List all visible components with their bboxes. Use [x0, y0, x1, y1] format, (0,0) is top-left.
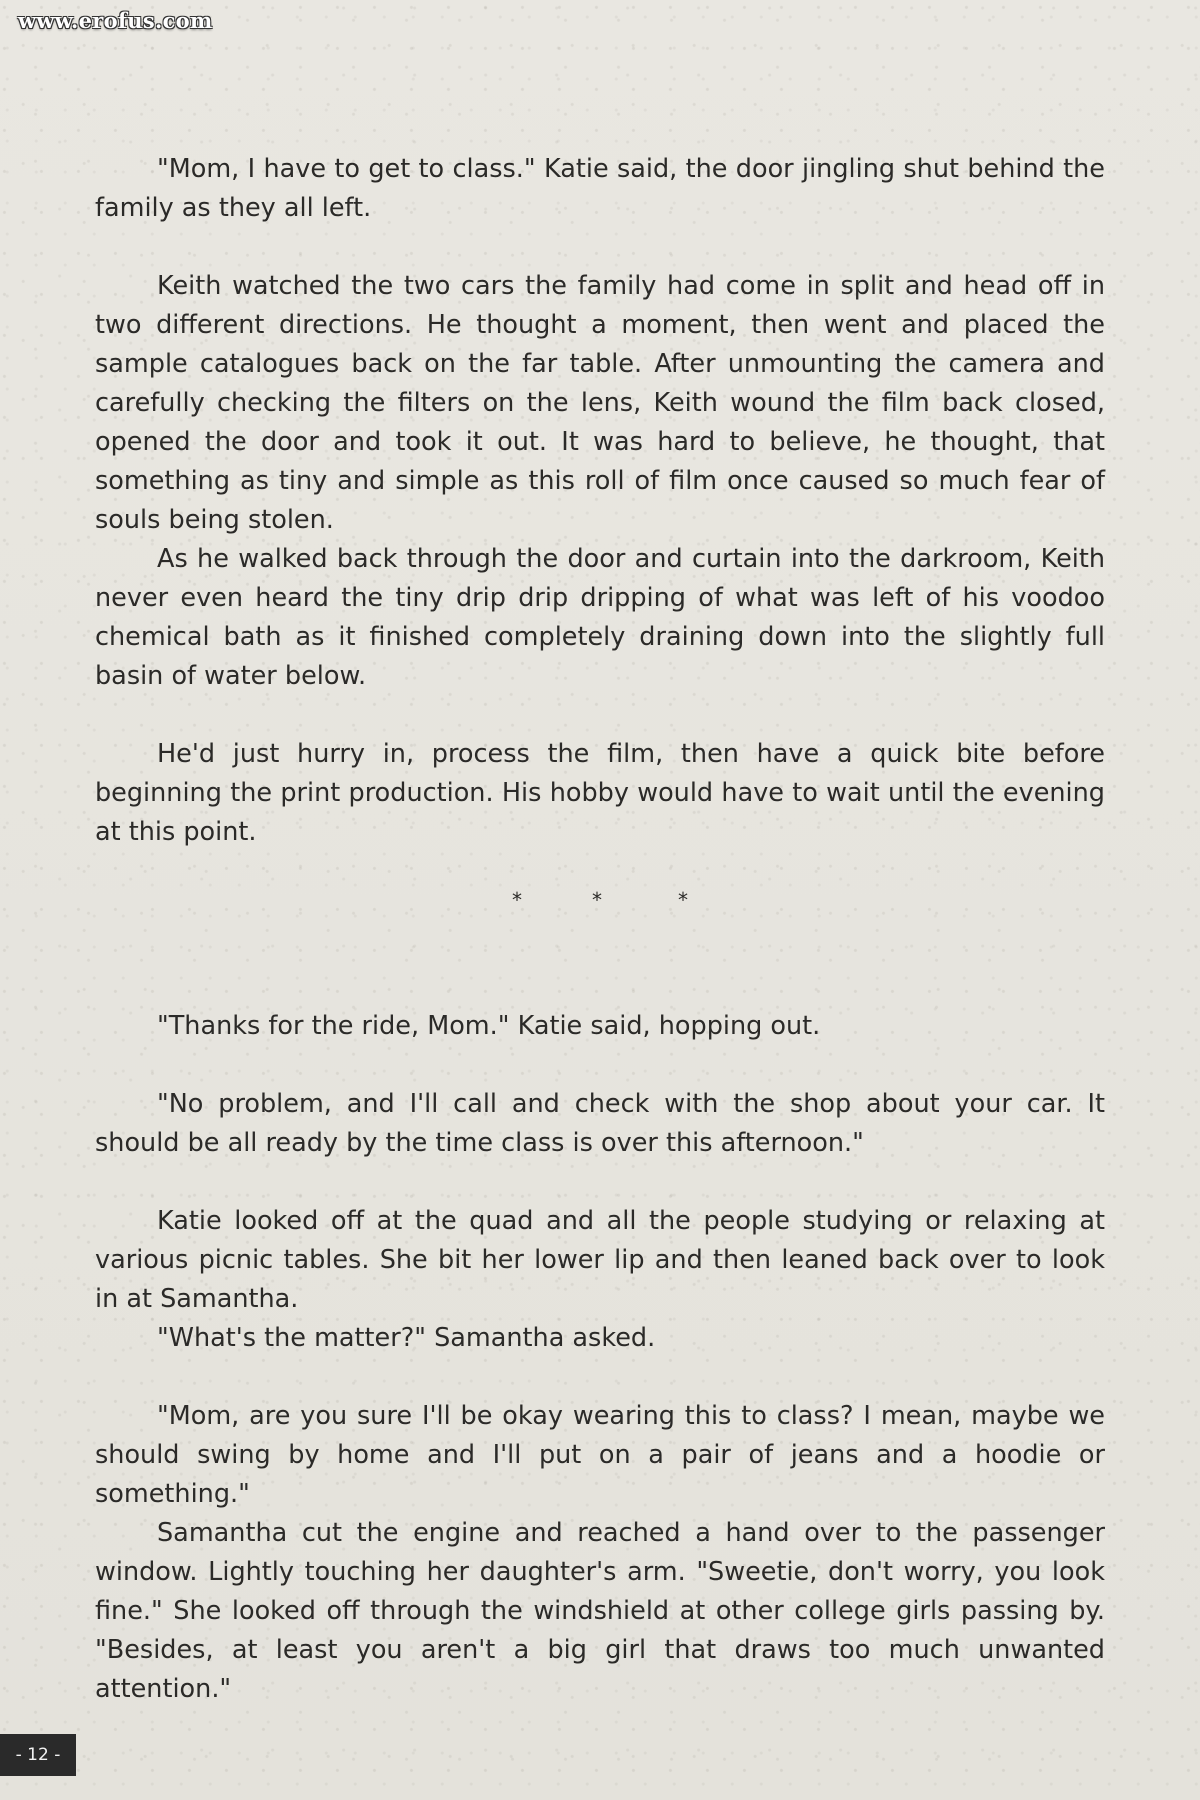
scene-break-star: * — [678, 888, 688, 912]
paragraph-10: Samantha cut the engine and reached a hand over to the passenger window. Lightly touching her daughter's arm. "Sweetie, don't worry, you look fine." She looked off through the windshield at other college girls passing by. "Besides, at least you aren't a big girl that draws too much unwanted attention." — [95, 1518, 1105, 1704]
paragraph-7: Katie looked off at the quad and all the people studying or relaxing at various picnic tables. She bit her lower lip and then leaned back over to look in at Samantha. — [95, 1206, 1105, 1314]
paragraph-3: As he walked back through the door and curtain into the darkroom, Keith never even heard the tiny drip drip dripping of what was left of his voodoo chemical bath as it finished completely draining down into the slightly full basin of water below. — [95, 544, 1105, 691]
paragraph-6: "No problem, and I'll call and check with the shop about your car. It should be all ready by the time class is over this afternoon." — [95, 1089, 1105, 1158]
watermark-logo: www.erofus.com — [18, 8, 213, 33]
page-number: - 12 - — [0, 1734, 76, 1776]
paragraph-5: "Thanks for the ride, Mom." Katie said, hopping out. — [157, 1011, 821, 1041]
scene-break-star: * — [592, 888, 602, 912]
paragraph-8: "What's the matter?" Samantha asked. — [157, 1323, 656, 1353]
paragraph-2: Keith watched the two cars the family had come in split and head off in two different directions. He thought a moment, then went and placed the sample catalogues back on the far table. After unmounting the camera and carefully checking the filters on the lens, Keith wound the film back closed, opened the door and took it out. It was hard to believe, he thought, that something as tiny and simple as this roll of film once caused so much fear of souls being stolen. — [95, 271, 1105, 535]
paragraph-9: "Mom, are you sure I'll be okay wearing this to class? I mean, maybe we should swing by home and I'll put on a pair of jeans and a hoodie or something." — [95, 1401, 1105, 1509]
paragraph-1: "Mom, I have to get to class." Katie said, the door jingling shut behind the family as they all left. — [95, 154, 1105, 223]
scene-break — [0, 888, 1200, 918]
scene-break-star: * — [512, 888, 522, 912]
paragraph-4: He'd just hurry in, process the film, then have a quick bite before beginning the print production. His hobby would have to wait until the evening at this point. — [95, 739, 1105, 847]
